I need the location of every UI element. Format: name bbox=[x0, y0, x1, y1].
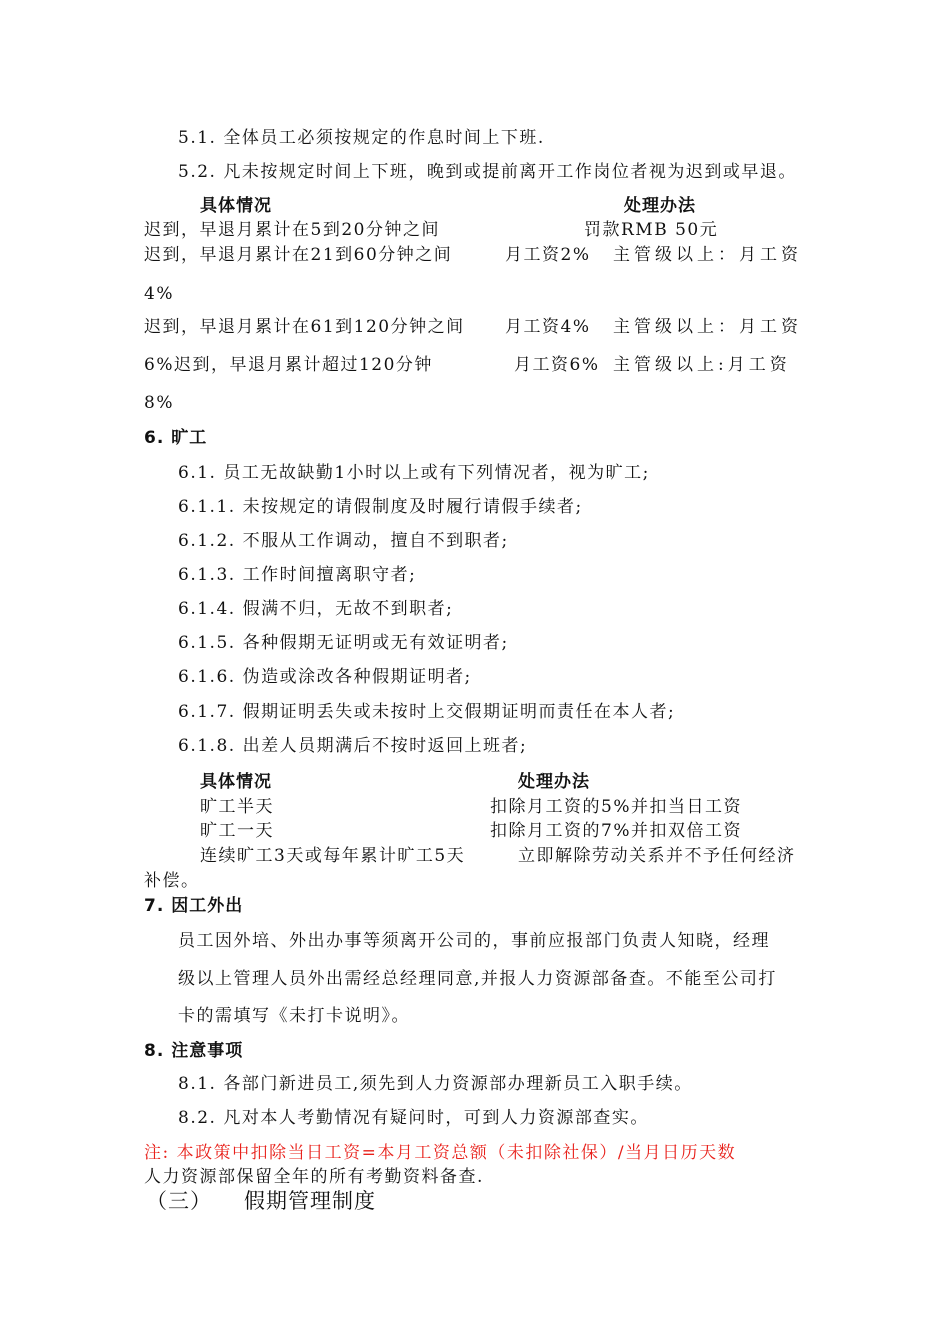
paragraph-8-2: 8.2. 凡对本人考勤情况有疑问时，可到人力资源部查实。 bbox=[178, 1108, 649, 1128]
late-row-4-wrap: 8% bbox=[144, 393, 174, 413]
absence-item: 6.1.3. 工作时间擅离职守者; bbox=[178, 565, 417, 585]
section-8-heading: 8. 注意事项 bbox=[144, 1041, 244, 1061]
absence-item: 6.1.1. 未按规定的请假制度及时履行请假手续者; bbox=[178, 497, 583, 517]
absence-item: 6.1.4. 假满不归，无故不到职者; bbox=[178, 599, 454, 619]
absence-row-1-situation: 旷工半天 bbox=[200, 797, 274, 817]
late-row-1-situation: 迟到，早退月累计在5到20分钟之间 bbox=[144, 220, 440, 240]
late-row-2-wrap: 4% bbox=[144, 284, 174, 304]
absence-item: 6.1.2. 不服从工作调动，擅自不到职者; bbox=[178, 531, 509, 551]
paragraph-5-2: 5.2. 凡未按规定时间上下班，晚到或提前离开工作岗位者视为迟到或早退。 bbox=[178, 162, 797, 182]
section-7-line: 级以上管理人员外出需经总经理同意,并报人力资源部备查。不能至公司打 bbox=[178, 969, 777, 989]
late-row-4-situation: 6%迟到，早退月累计超过120分钟 bbox=[144, 355, 433, 375]
late-table-header-situation: 具体情况 bbox=[200, 196, 272, 216]
absence-item: 6.1.5. 各种假期无证明或无有效证明者; bbox=[178, 633, 509, 653]
paragraph-5-1: 5.1. 全体员工必须按规定的作息时间上下班. bbox=[178, 128, 545, 148]
section-7-line: 卡的需填写《未打卡说明》。 bbox=[178, 1006, 410, 1026]
absence-item: 6.1.8. 出差人员期满后不按时返回上班者; bbox=[178, 736, 528, 756]
absence-row-3-wrap: 补偿。 bbox=[144, 871, 200, 891]
paragraph-8-1: 8.1. 各部门新进员工,须先到人力资源部办理新员工入职手续。 bbox=[178, 1074, 693, 1094]
section-3-title: 假期管理制度 bbox=[244, 1189, 376, 1213]
section-3-number: （三） bbox=[146, 1189, 212, 1213]
absence-row-2-handling: 扣除月工资的7%并扣双倍工资 bbox=[490, 821, 742, 841]
late-row-1-handling: 罚款RMB 50元 bbox=[584, 220, 719, 240]
absence-row-2-situation: 旷工一天 bbox=[200, 821, 274, 841]
late-row-2-handling: 月工资2% bbox=[505, 245, 591, 265]
late-table-header-handling: 处理办法 bbox=[624, 196, 696, 216]
late-row-2-situation: 迟到，早退月累计在21到60分钟之间 bbox=[144, 245, 453, 265]
absence-item: 6.1.7. 假期证明丢失或未按时上交假期证明而责任在本人者; bbox=[178, 702, 676, 722]
absence-table-header-handling: 处理办法 bbox=[518, 772, 590, 792]
absence-row-3-situation: 连续旷工3天或每年累计旷工5天 bbox=[200, 846, 466, 866]
records-retention-text: 人力资源部保留全年的所有考勤资料备查. bbox=[144, 1167, 484, 1187]
section-7-heading: 7. 因工外出 bbox=[144, 896, 244, 916]
section-6-heading: 6. 旷工 bbox=[144, 428, 208, 448]
late-row-4-manager: 主管级以上:月工资 bbox=[613, 355, 791, 375]
absence-row-3-handling: 立即解除劳动关系并不予任何经济 bbox=[518, 846, 796, 866]
late-row-2-manager: 主管级以上：月工资 bbox=[613, 245, 802, 265]
salary-note: 注: 本政策中扣除当日工资=本月工资总额（未扣除社保）/当月日历天数 bbox=[144, 1143, 737, 1163]
late-row-3-manager: 主管级以上：月工资 bbox=[613, 317, 802, 337]
section-7-line: 员工因外培、外出办事等须离开公司的，事前应报部门负责人知晓，经理 bbox=[178, 931, 770, 951]
absence-item: 6.1.6. 伪造或涂改各种假期证明者; bbox=[178, 667, 472, 687]
late-row-3-handling: 月工资4% bbox=[505, 317, 591, 337]
late-row-4-handling: 月工资6% bbox=[514, 355, 600, 375]
paragraph-6-1: 6.1. 员工无故缺勤1小时以上或有下列情况者，视为旷工; bbox=[178, 463, 650, 483]
late-row-3-situation: 迟到，早退月累计在61到120分钟之间 bbox=[144, 317, 465, 337]
absence-table-header-situation: 具体情况 bbox=[200, 772, 272, 792]
absence-row-1-handling: 扣除月工资的5%并扣当日工资 bbox=[490, 797, 742, 817]
